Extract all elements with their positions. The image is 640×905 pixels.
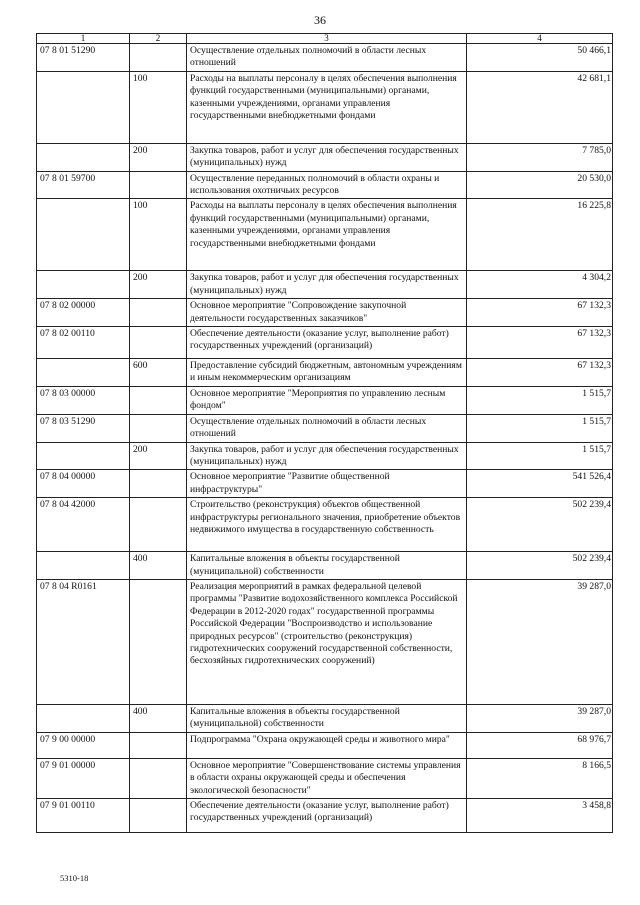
target-code-cell [37,271,130,299]
target-code-cell [37,442,130,470]
budget-table [36,33,613,833]
expense-type-cell [130,579,187,704]
table-row [37,143,613,171]
item-name-cell: Капитальные вложения в объекты государственной (муниципальной) собственности [187,704,467,732]
target-code-cell: 07 9 01 00000 [37,758,130,798]
amount-cell: 39 287,0 [467,579,613,704]
amount-cell: 67 132,3 [467,359,613,387]
amount-cell: 67 132,3 [467,299,613,327]
table-row [37,704,613,732]
footer-code: 5310-18 [60,873,89,883]
expense-type-cell [130,327,187,359]
table-row [37,579,613,704]
amount-cell: 4 304,2 [467,271,613,299]
item-name-cell: Основное мероприятие "Мероприятия по управлению лесным фондом" [187,386,467,414]
target-code-cell: 07 8 04 42000 [37,498,130,552]
amount-cell: 20 530,0 [467,171,613,199]
expense-type-cell [130,470,187,498]
amount-cell: 7 785,0 [467,143,613,171]
amount-cell: 39 287,0 [467,704,613,732]
column-header-1: 1 [37,34,130,44]
item-name-cell: Предоставление субсидий бюджетным, автономным учреждениям и иным некоммерческим организациям [187,359,467,387]
target-code-cell [37,704,130,732]
amount-cell: 67 132,3 [467,327,613,359]
table-row [37,71,613,143]
expense-type-cell [130,758,187,798]
expense-type-cell: 100 [130,71,187,143]
table-body [37,44,613,833]
item-name-cell: Обеспечение деятельности (оказание услуг, выполнение работ) государственных учреждений (организаций) [187,327,467,359]
amount-cell: 541 526,4 [467,470,613,498]
item-name-cell: Осуществление отдельных полномочий в области лесных отношений [187,44,467,72]
amount-cell: 50 466,1 [467,44,613,72]
table-row [37,732,613,758]
amount-cell: 502 239,4 [467,498,613,552]
target-code-cell: 07 8 04 R0161 [37,579,130,704]
table-row [37,359,613,387]
amount-cell: 42 681,1 [467,71,613,143]
expense-type-cell [130,732,187,758]
expense-type-cell: 400 [130,704,187,732]
target-code-cell: 07 8 03 00000 [37,386,130,414]
table-row [37,386,613,414]
amount-cell: 1 515,7 [467,442,613,470]
item-name-cell: Расходы на выплаты персоналу в целях обеспечения выполнения функций государственными (муниципальными) органами, казенными учреждениями, органами управления государственными внебюджетными фондами [187,71,467,143]
target-code-cell: 07 8 04 00000 [37,470,130,498]
amount-cell: 8 166,5 [467,758,613,798]
expense-type-cell: 200 [130,271,187,299]
table-row [37,44,613,72]
target-code-cell [37,143,130,171]
amount-cell: 68 976,7 [467,732,613,758]
expense-type-cell: 400 [130,552,187,580]
table-row [37,299,613,327]
item-name-cell: Подпрограмма "Охрана окружающей среды и животного мира" [187,732,467,758]
table-row [37,758,613,798]
table-row [37,171,613,199]
target-code-cell: 07 8 02 00110 [37,327,130,359]
item-name-cell: Основное мероприятие "Совершенствование системы управления в области охраны окружающей среды и обеспечения экологической безопасности" [187,758,467,798]
column-header-4: 4 [467,34,613,44]
expense-type-cell [130,299,187,327]
item-name-cell: Закупка товаров, работ и услуг для обеспечения государственных (муниципальных) нужд [187,143,467,171]
table-row [37,442,613,470]
item-name-cell: Обеспечение деятельности (оказание услуг, выполнение работ) государственных учреждений (организаций) [187,798,467,832]
item-name-cell: Расходы на выплаты персоналу в целях обеспечения выполнения функций государственными (муниципальными) органами, казенными учреждениями, органами управления государственными внебюджетными фондами [187,199,467,271]
target-code-cell: 07 9 00 00000 [37,732,130,758]
item-name-cell: Основное мероприятие "Развитие общественной инфраструктуры" [187,470,467,498]
amount-cell: 502 239,4 [467,552,613,580]
expense-type-cell [130,44,187,72]
item-name-cell: Закупка товаров, работ и услуг для обеспечения государственных (муниципальных) нужд [187,442,467,470]
target-code-cell [37,199,130,271]
amount-cell: 3 458,8 [467,798,613,832]
expense-type-cell: 600 [130,359,187,387]
amount-cell: 1 515,7 [467,414,613,442]
target-code-cell [37,552,130,580]
table-header-row [37,34,613,44]
target-code-cell: 07 8 01 59700 [37,171,130,199]
table-row [37,327,613,359]
item-name-cell: Осуществление отдельных полномочий в области лесных отношений [187,414,467,442]
expense-type-cell [130,414,187,442]
target-code-cell: 07 9 01 00110 [37,798,130,832]
item-name-cell: Осуществление переданных полномочий в области охраны и использования охотничьих ресурсов [187,171,467,199]
target-code-cell: 07 8 02 00000 [37,299,130,327]
table-row [37,414,613,442]
item-name-cell: Капитальные вложения в объекты государственной (муниципальной) собственности [187,552,467,580]
column-header-2: 2 [130,34,187,44]
target-code-cell: 07 8 01 51290 [37,44,130,72]
item-name-cell: Строительство (реконструкция) объектов общественной инфраструктуры регионального значения, приобретение объектов недвижимого имущества в государственную собственность [187,498,467,552]
expense-type-cell: 200 [130,442,187,470]
expense-type-cell: 100 [130,199,187,271]
page-number: 36 [314,13,326,27]
target-code-cell [37,359,130,387]
table-row [37,498,613,552]
expense-type-cell [130,498,187,552]
column-header-3: 3 [187,34,467,44]
amount-cell: 1 515,7 [467,386,613,414]
table-row [37,199,613,271]
expense-type-cell: 200 [130,143,187,171]
expense-type-cell [130,171,187,199]
expense-type-cell [130,798,187,832]
item-name-cell: Реализация мероприятий в рамках федеральной целевой программы "Развитие водохозяйственного комплекса Российской Федерации в 2012-2020 годах" государственной программы Российской Федерации "Воспроизводство и использование природных ресурсов" (строительство (реконструкция) гидротехнических сооружений государственной собственности, бесхозяйных гидротехнических сооружений) [187,579,467,704]
item-name-cell: Основное мероприятие "Сопровождение закупочной деятельности государственных заказчиков" [187,299,467,327]
table-row [37,552,613,580]
table-row [37,271,613,299]
item-name-cell: Закупка товаров, работ и услуг для обеспечения государственных (муниципальных) нужд [187,271,467,299]
target-code-cell: 07 8 03 51290 [37,414,130,442]
table-row [37,798,613,832]
table-row [37,470,613,498]
target-code-cell [37,71,130,143]
expense-type-cell [130,386,187,414]
amount-cell: 16 225,8 [467,199,613,271]
